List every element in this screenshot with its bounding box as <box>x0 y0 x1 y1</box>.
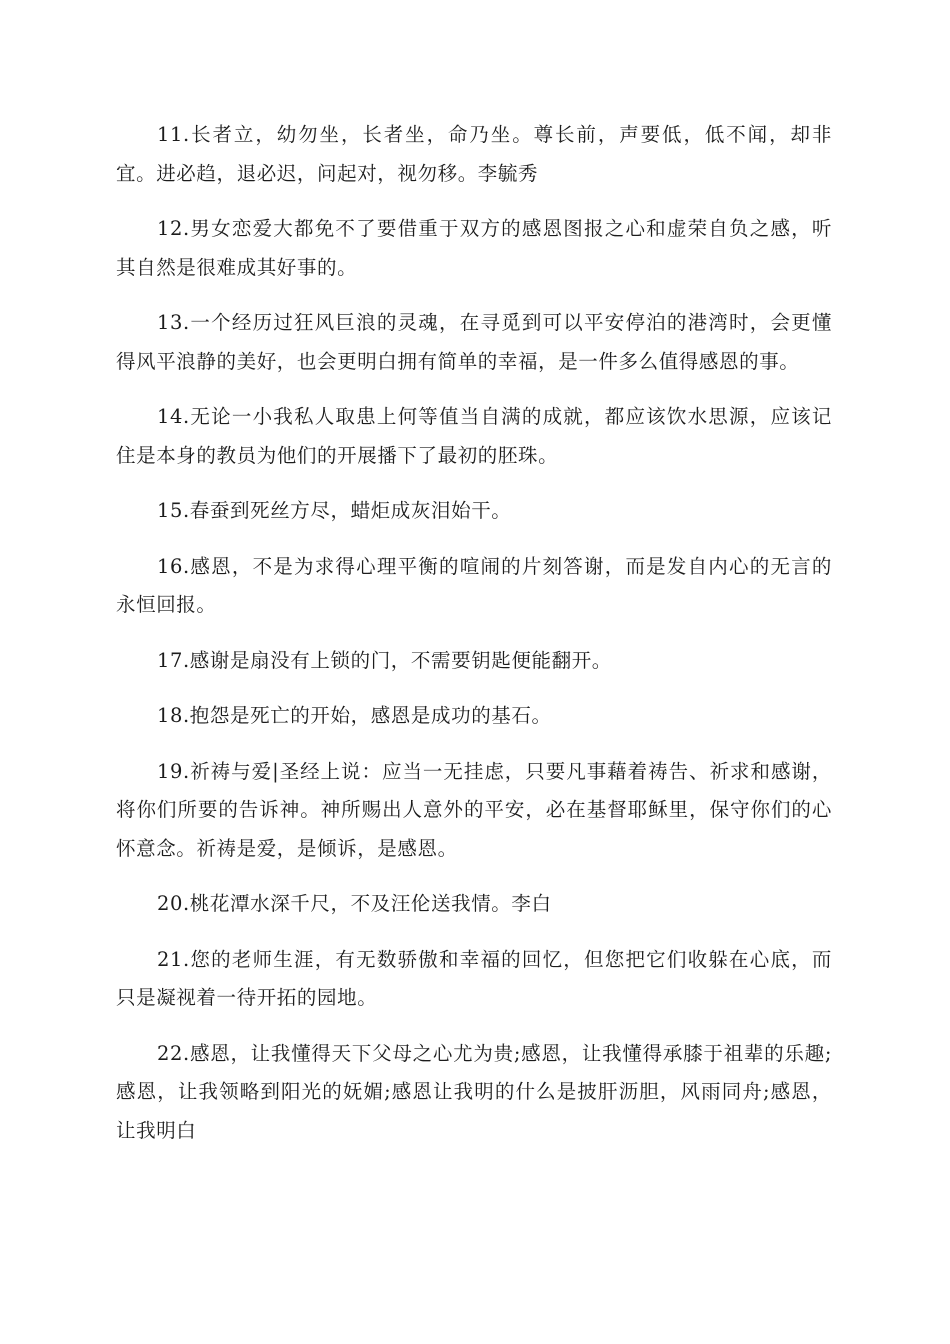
paragraph-11: 11.长者立，幼勿坐，长者坐，命乃坐。尊长前，声要低，低不闻，却非宜。进必趋，退必迟，问起对，视勿移。李毓秀 <box>116 123 832 185</box>
paragraph-12: 12.男女恋爱大都免不了要借重于双方的感恩图报之心和虚荣自负之感，听其自然是很难成其好事的。 <box>116 217 832 279</box>
paragraph-13: 13.一个经历过狂风巨浪的灵魂，在寻觅到可以平安停泊的港湾时，会更懂得风平浪静的美好，也会更明白拥有简单的幸福，是一件多么值得感恩的事。 <box>116 311 832 373</box>
paragraph-21: 21.您的老师生涯，有无数骄傲和幸福的回忆，但您把它们收躲在心底，而只是凝视着一待开拓的园地。 <box>116 947 832 1009</box>
paragraph-18: 18.抱怨是死亡的开始，感恩是成功的基石。 <box>157 704 552 727</box>
paragraph-17: 17.感谢是扇没有上锁的门，不需要钥匙便能翻开。 <box>157 648 612 672</box>
paragraph-22: 22.感恩，让我懂得天下父母之心尤为贵;感恩，让我懂得承膝于祖辈的乐趣;感恩，让我领略到阳光的妩媚;感恩让我明的什么是披肝沥胆，风雨同舟;感恩，让我明白 <box>116 1041 832 1142</box>
paragraph-14: 14.无论一小我私人取患上何等值当自满的成就，都应该饮水思源，应该记住是本身的教员为他们的开展播下了最初的胚珠。 <box>116 405 832 467</box>
paragraph-16: 16.感恩，不是为求得心理平衡的喧闹的片刻答谢，而是发自内心的无言的永恒回报。 <box>116 554 832 616</box>
paragraph-15: 15.春蚕到死丝方尽，蜡炬成灰泪始干。 <box>157 499 512 522</box>
paragraph-20: 20.桃花潭水深千尺，不及汪伦送我情。李白 <box>157 892 552 915</box>
paragraph-19: 19.祈祷与爱|圣经上说：应当一无挂虑，只要凡事藉着祷告、祈求和感谢，将你们所要的告诉神。神所赐出人意外的平安，必在基督耶稣里，保守你们的心怀意念。祈祷是爱，是倾诉，是感恩。 <box>116 759 832 860</box>
